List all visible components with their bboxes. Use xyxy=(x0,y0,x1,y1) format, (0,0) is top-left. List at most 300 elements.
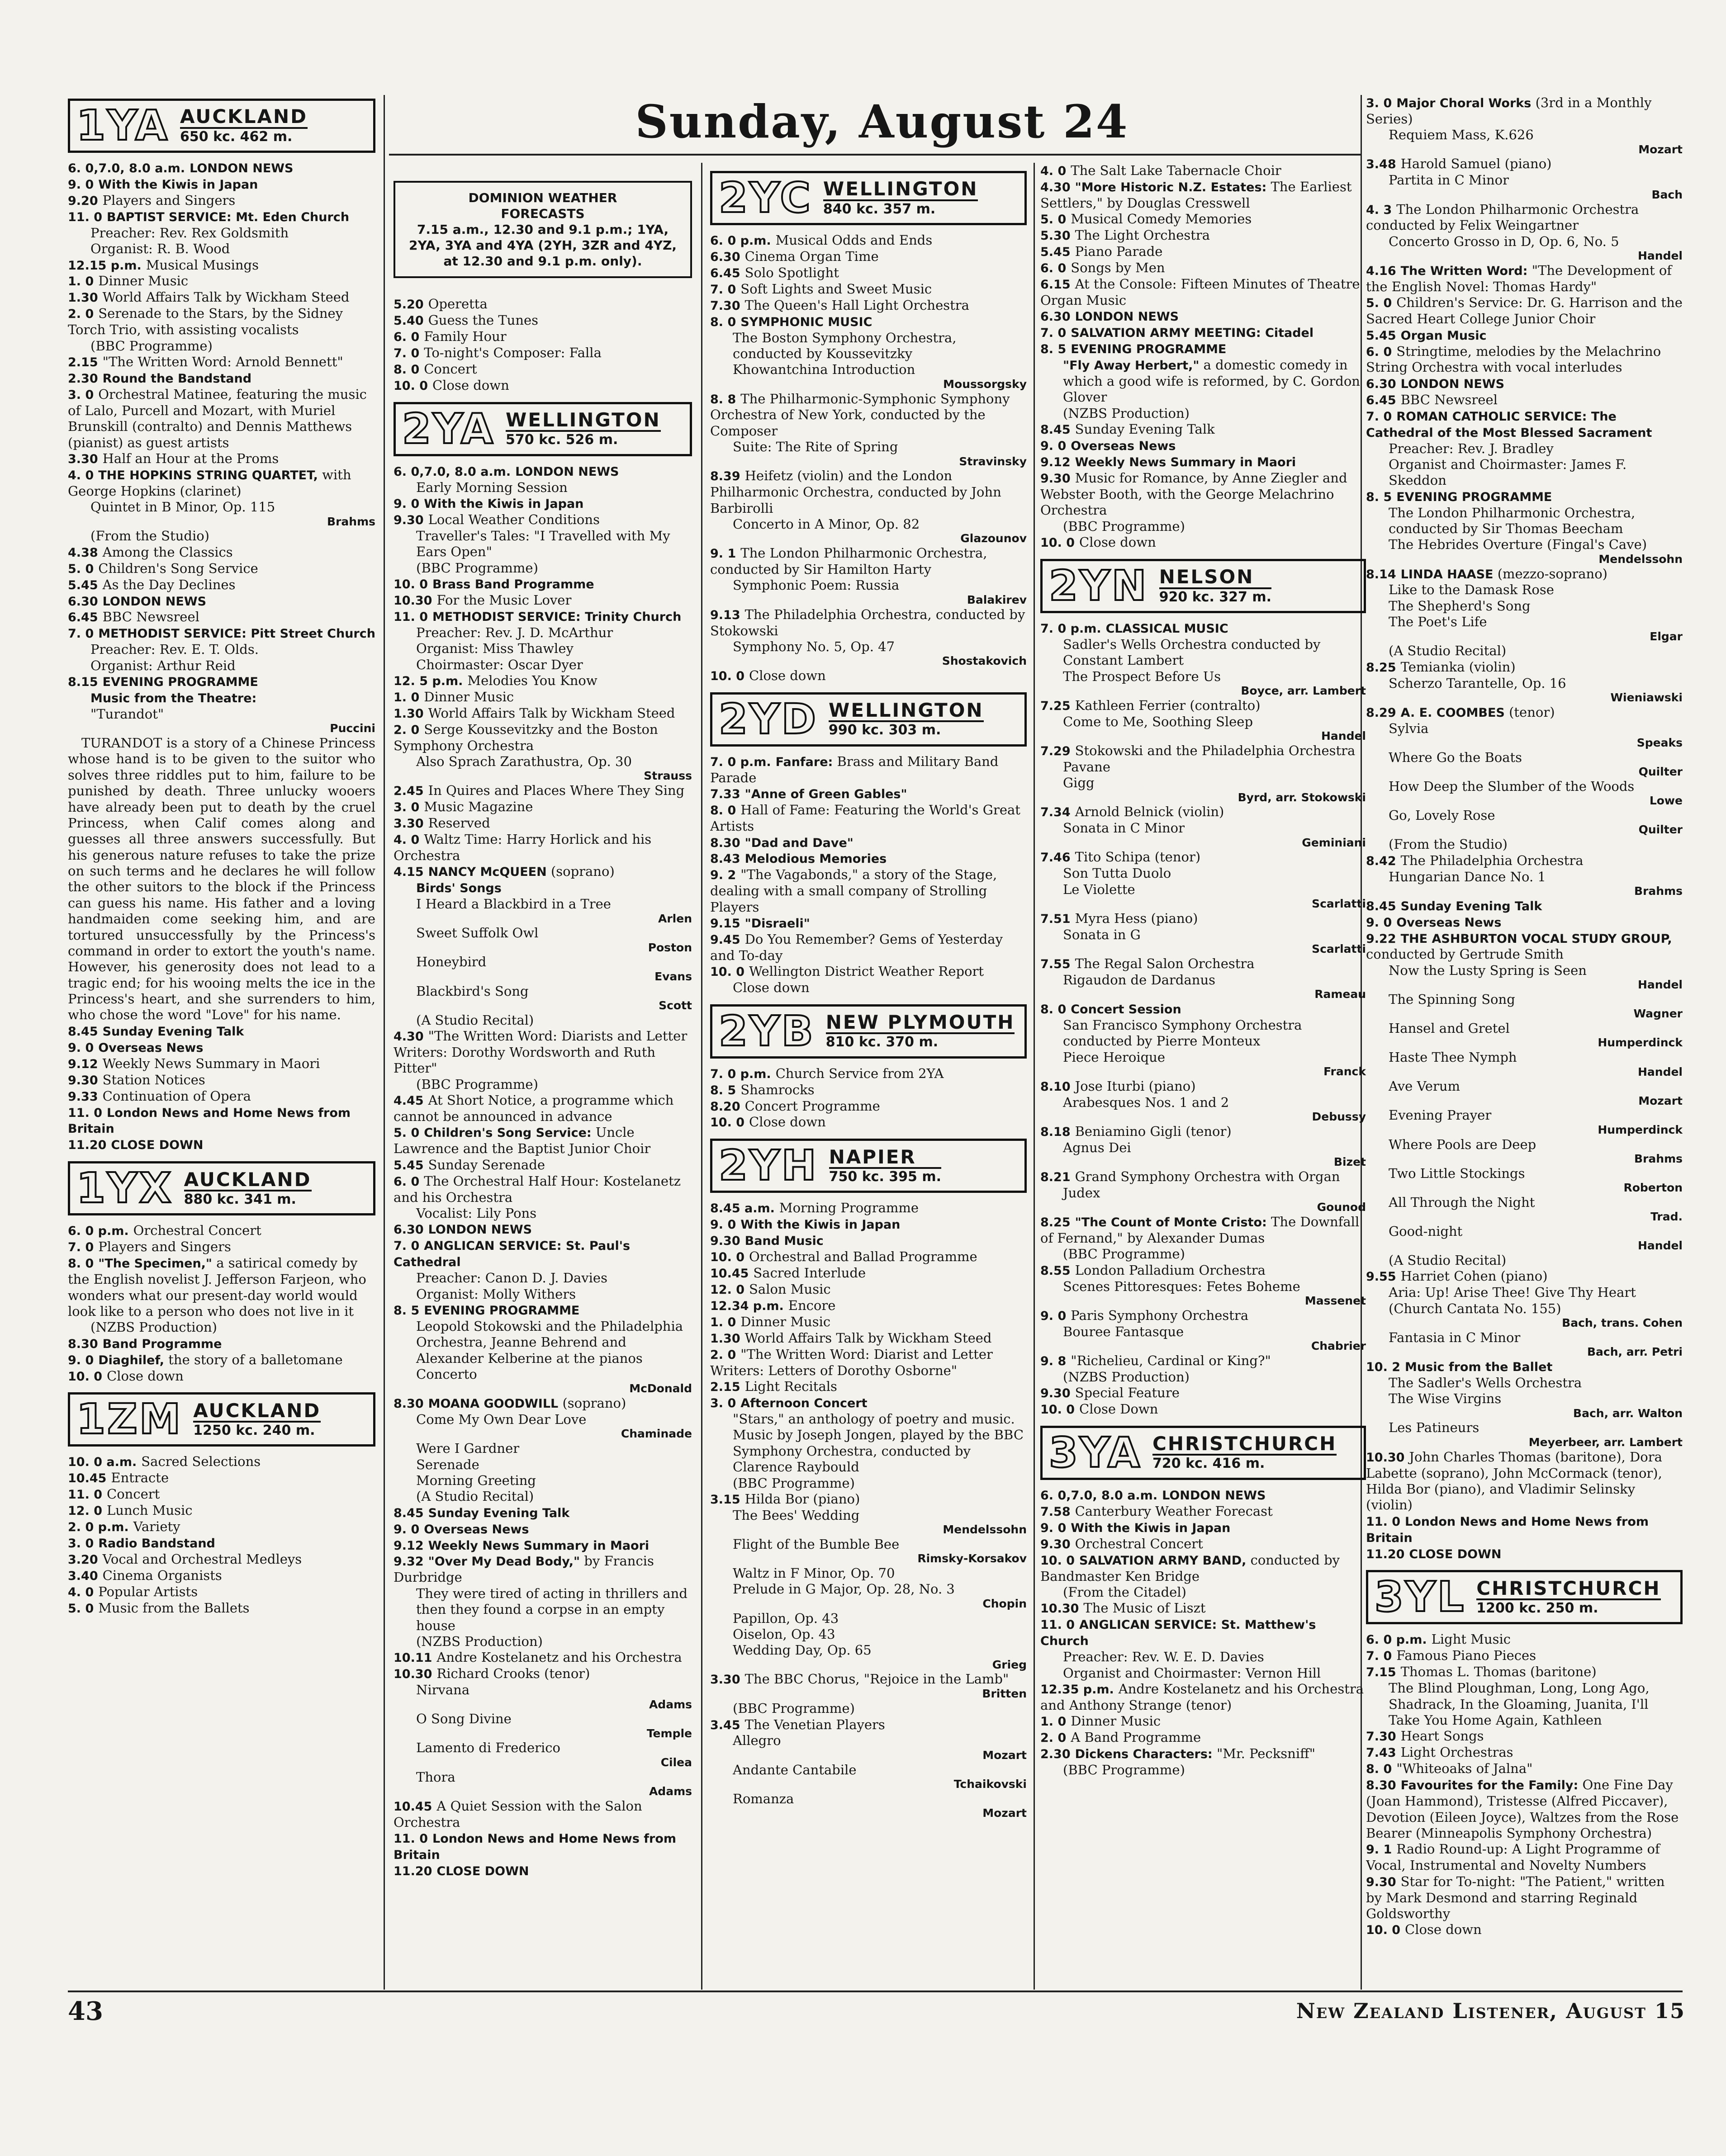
programme-text: Organist: Miss Thawley xyxy=(416,641,574,657)
composer-credit: Quilter xyxy=(1638,765,1683,779)
programme-text: a satirical comedy by the English novelist J. Jefferson Farjeon, who wonders what our present-day world would look like to a person who does not live in it xyxy=(68,1255,366,1319)
programme-entry xyxy=(394,1077,692,1092)
programme-entry xyxy=(710,1491,1027,1508)
programme-text: Heifetz (violin) and the London Philharmonic Orchestra, conducted by John Barbirolli xyxy=(710,468,1001,516)
programme-text: Good-night xyxy=(1389,1223,1463,1239)
programme-entry xyxy=(710,607,1027,639)
programme-entry xyxy=(1366,1728,1683,1745)
composer-credit: Moussorgsky xyxy=(943,377,1027,391)
programme-time: 8. 8 xyxy=(710,392,736,407)
programme-text: World Affairs Talk by Wickham Steed xyxy=(428,705,675,721)
programme-text: Light Music xyxy=(1431,1631,1511,1647)
programme-entry xyxy=(1040,1649,1366,1665)
composer-credit: Rimsky-Korsakov xyxy=(917,1552,1027,1565)
programme-time: 8.14 xyxy=(1366,567,1396,582)
programme-heading: Weekly News Summary in Maori xyxy=(428,1538,650,1553)
programme-entry xyxy=(394,641,692,657)
programme-text: Early Morning Session xyxy=(416,479,568,495)
programme-text: Like to the Damask Rose xyxy=(1389,582,1554,598)
programme-entry xyxy=(1366,1777,1683,1841)
programme-entry xyxy=(1366,598,1683,614)
programme-time: 7.29 xyxy=(1040,744,1071,758)
station-frequency: 840 kc. 357 m. xyxy=(823,201,936,217)
programme-text: Local Weather Conditions xyxy=(428,511,600,527)
programme-text: Light Recitals xyxy=(744,1379,837,1395)
programme-entry xyxy=(1366,344,1683,376)
programme-time: 10. 0 xyxy=(710,965,745,979)
programme-text: Weekly News Summary in Maori xyxy=(102,1055,320,1071)
programme-text: Gigg xyxy=(1063,775,1095,791)
composer-credit: Massenet xyxy=(1304,1294,1366,1307)
programme-heading: With the Kiwis in Japan xyxy=(98,177,258,192)
programme-entry xyxy=(1040,1246,1366,1262)
composer-credit: Byrd, arr. Stokowski xyxy=(1238,790,1366,804)
station-frequency: 570 kc. 526 m. xyxy=(506,432,618,448)
programme-entry xyxy=(710,980,1027,996)
programme-text: Go, Lovely Rose xyxy=(1389,808,1495,823)
programme-entry xyxy=(1040,1050,1366,1065)
programme-entry xyxy=(710,1762,1027,1778)
programme-text: Sadler's Wells Orchestra conducted by Constant Lambert xyxy=(1063,636,1321,668)
programme-entry xyxy=(1040,438,1366,454)
programme-text: "Whiteoaks of Jalna" xyxy=(1396,1761,1533,1777)
programme-text: (A Studio Recital) xyxy=(416,1012,534,1028)
programme-entry xyxy=(710,1330,1027,1347)
programme-entry xyxy=(394,1286,692,1302)
programme-time: 9. 0 xyxy=(1040,1309,1067,1323)
programme-entry xyxy=(1040,421,1366,438)
programme-entry xyxy=(710,1611,1027,1626)
station-city: WELLINGTON xyxy=(823,179,978,201)
programme-text: Stringtime, melodies by the Melachrino String Orchestra with vocal interludes xyxy=(1366,343,1661,375)
programme-heading: Weekly News Summary in Maori xyxy=(1075,455,1296,470)
programme-entry xyxy=(1040,325,1366,341)
programme-entry xyxy=(68,1023,375,1040)
programme-entry xyxy=(394,925,692,941)
programme-time: 7.30 xyxy=(710,298,740,313)
programme-entry xyxy=(1040,406,1366,421)
programme-entry xyxy=(394,1650,692,1666)
programme-entry xyxy=(394,1441,692,1456)
page-number: 43 xyxy=(68,1996,103,2026)
programme-time: 8.45 a.m. xyxy=(710,1201,775,1216)
weather-times: 7.15 a.m., 12.30 and 9.1 p.m.; 1YA, 2YA, 3YA and 4YA (2YH, 3ZR and 4YZ, at 12.30 and 9.1 p.m. only). xyxy=(408,222,677,269)
programme-entry xyxy=(394,1666,692,1682)
programme-entry xyxy=(1040,927,1366,943)
programme-entry xyxy=(1040,1308,1366,1324)
programme-entry xyxy=(394,592,692,609)
programme-text: Were I Gardner xyxy=(416,1441,520,1456)
programme-entry xyxy=(394,378,692,394)
programme-text: Morning Greeting xyxy=(416,1472,536,1488)
programme-time: 7.58 xyxy=(1040,1504,1071,1519)
listing-2ya xyxy=(394,463,692,1879)
programme-entry xyxy=(394,609,692,625)
programme-text: Sonata in C Minor xyxy=(1063,820,1185,836)
programme-entry xyxy=(1040,1600,1366,1617)
column-5 xyxy=(1366,95,1683,1990)
programme-text: The Spinning Song xyxy=(1389,991,1515,1007)
programme-entry xyxy=(68,1088,375,1105)
programme-entry xyxy=(1366,566,1683,582)
programme-text: Waltz in F Minor, Op. 70 xyxy=(733,1565,895,1581)
programme-entry xyxy=(394,1206,692,1221)
programme-entry xyxy=(710,1082,1027,1098)
programme-entry xyxy=(394,1863,692,1879)
programme-text: Harriet Cohen (piano) xyxy=(1400,1268,1548,1284)
programme-entry xyxy=(710,639,1027,655)
programme-entry xyxy=(68,1600,375,1617)
programme-entry xyxy=(1366,263,1683,295)
listing-3yl xyxy=(1366,1631,1683,1938)
programme-entry xyxy=(1366,1078,1683,1094)
programme-text: Uncle Lawrence and the Baptist Junior Choir xyxy=(394,1125,651,1157)
programme-entry xyxy=(710,786,1027,802)
station-city: WELLINGTON xyxy=(829,700,984,722)
programme-entry xyxy=(68,499,375,515)
programme-text: Close down xyxy=(733,980,810,996)
listing-continued xyxy=(394,296,692,394)
composer-credit: Quilter xyxy=(1638,823,1683,837)
programme-time: 10. 0 xyxy=(394,577,428,591)
programme-text: Shamrocks xyxy=(740,1082,815,1097)
programme-time: 8. 5 xyxy=(1040,342,1067,357)
programme-text: Choirmaster: Oscar Dyer xyxy=(416,657,583,672)
programme-heading: LONDON NEWS xyxy=(102,594,207,609)
programme-time: 9. 8 xyxy=(1040,1354,1067,1368)
station-banner-2ya xyxy=(394,402,692,456)
programme-text: Concerto in A Minor, Op. 82 xyxy=(733,516,920,532)
programme-time: 8.30 xyxy=(1366,1778,1396,1793)
programme-text: Evening Prayer xyxy=(1389,1107,1492,1123)
programme-text: (tenor) xyxy=(1509,704,1555,720)
programme-entry xyxy=(1040,227,1366,244)
programme-time: 8. 0 xyxy=(68,1257,94,1271)
composer-credit: Mozart xyxy=(982,1806,1027,1820)
programme-entry xyxy=(1366,1664,1683,1680)
programme-text: (BBC Programme) xyxy=(1063,1762,1185,1778)
programme-entry xyxy=(394,1395,692,1412)
programme-entry xyxy=(1040,911,1366,927)
programme-text: Players and Singers xyxy=(102,192,236,208)
programme-entry xyxy=(394,1412,692,1428)
programme-entry xyxy=(68,1072,375,1088)
programme-entry xyxy=(710,802,1027,834)
programme-entry xyxy=(710,1581,1027,1597)
programme-entry xyxy=(1366,1107,1683,1123)
programme-entry xyxy=(1366,295,1683,327)
station-banner-2yd xyxy=(710,692,1027,747)
programme-text: Sweet Suffolk Owl xyxy=(416,925,539,941)
programme-entry xyxy=(68,370,375,387)
programme-time: 6.15 xyxy=(1040,278,1071,292)
station-city: NEW PLYMOUTH xyxy=(826,1012,1015,1034)
programme-time: 5.45 xyxy=(1040,245,1071,260)
programme-time: 6. 0 p.m. xyxy=(710,234,771,248)
programme-text: Station Notices xyxy=(102,1072,205,1087)
programme-entry xyxy=(394,1505,692,1521)
programme-time: 6.30 xyxy=(1366,377,1396,391)
station-call-sign: 2YH xyxy=(719,1141,818,1190)
programme-entry xyxy=(1366,1224,1683,1239)
programme-text: Encore xyxy=(788,1298,836,1313)
programme-time: 3.45 xyxy=(710,1718,740,1732)
programme-entry xyxy=(68,1551,375,1568)
programme-text: Entracte xyxy=(111,1470,169,1486)
programme-text: Organist: R. B. Wood xyxy=(90,241,230,257)
programme-entry xyxy=(710,391,1027,440)
composer-credit: Rameau xyxy=(1314,988,1366,1001)
programme-time: 7. 0 xyxy=(710,282,736,297)
composer-credit: Handel xyxy=(1637,1065,1683,1078)
programme-time: 1.30 xyxy=(68,291,98,305)
programme-entry xyxy=(394,1830,692,1863)
programme-text: Leopold Stokowski and the Philadelphia Orchestra, Jeanne Behrend and Alexander Kelberine at the pianos xyxy=(416,1318,683,1366)
programme-text: The Philharmonic-Symphonic Symphony Orchestra of New York, conducted by the Composer xyxy=(710,391,1010,439)
composer-credit: Balakirev xyxy=(967,593,1027,606)
programme-text: (NZBS Production) xyxy=(1063,1369,1190,1385)
programme-text: Scherzo Tarantelle, Op. 16 xyxy=(1389,675,1566,691)
programme-text: Scenes Pittoresques: Fetes Boheme xyxy=(1063,1278,1300,1294)
programme-text: The Boston Symphony Orchestra, conducted by Koussevitzky xyxy=(733,330,957,361)
station-banner-2yb xyxy=(710,1004,1027,1059)
programme-entry xyxy=(68,387,375,451)
programme-time: 7. 0 xyxy=(1040,326,1067,340)
programme-text: Stokowski and the Philadelphia Orchestra xyxy=(1075,742,1356,758)
programme-time: 8.29 xyxy=(1366,705,1396,720)
programme-time: 3. 0 xyxy=(68,1537,94,1551)
programme-entry xyxy=(1040,341,1366,357)
programme-heading: "Anne of Green Gables" xyxy=(744,787,907,802)
programme-text: Concerto Grosso in D, Op. 6, No. 5 xyxy=(1389,233,1619,249)
programme-entry xyxy=(1366,234,1683,250)
programme-text: Temianka (violin) xyxy=(1400,659,1516,675)
programme-text: Myra Hess (piano) xyxy=(1075,910,1198,926)
programme-entry xyxy=(710,1379,1027,1395)
composer-credit: Cilea xyxy=(660,1755,692,1769)
programme-text: Andante Cantabile xyxy=(733,1762,857,1778)
programme-entry xyxy=(1366,1253,1683,1268)
programme-entry xyxy=(1366,505,1683,537)
programme-text: Musical Musings xyxy=(146,257,259,273)
programme-time: 4.30 xyxy=(394,1030,424,1044)
programme-heading: London News and Home News from Britain xyxy=(394,1831,677,1862)
programme-entry xyxy=(1040,1279,1366,1295)
programme-time: 1. 0 xyxy=(394,690,420,704)
programme-time: 7. 0 xyxy=(394,1239,420,1253)
programme-text: conducted by Gertrude Smith xyxy=(1366,946,1564,962)
programme-text: Preacher: Rev. J. D. McArthur xyxy=(416,624,613,640)
programme-time: 4.16 xyxy=(1366,264,1396,278)
programme-text: (NZBS Production) xyxy=(416,1633,543,1649)
programme-entry xyxy=(710,1281,1027,1298)
station-frequency: 990 kc. 303 m. xyxy=(829,722,941,738)
programme-text: Reserved xyxy=(428,815,490,831)
listing-1zm xyxy=(68,1454,375,1616)
column-1 xyxy=(68,90,375,1990)
programme-text: Children's Song Service xyxy=(98,560,258,576)
programme-text: Vocalist: Lily Pons xyxy=(416,1205,537,1221)
programme-entry xyxy=(394,1270,692,1286)
composer-credit: Mozart xyxy=(1638,142,1683,156)
programme-text: (3rd in a Monthly Series) xyxy=(1366,95,1652,127)
programme-text: Serenade to the Stars, by the Sidney Torch Trio, with assisting vocalists xyxy=(68,306,343,338)
programme-time: 7.25 xyxy=(1040,699,1071,713)
programme-text: For the Music Lover xyxy=(436,592,572,608)
programme-entry xyxy=(1040,1140,1366,1156)
programme-entry xyxy=(1366,808,1683,823)
programme-entry xyxy=(394,312,692,329)
programme-text: Now the Lusty Spring is Seen xyxy=(1389,962,1587,978)
programme-text: Preacher: Rev. J. Bradley xyxy=(1389,440,1554,456)
programme-entry xyxy=(710,330,1027,362)
programme-entry xyxy=(394,1489,692,1504)
programme-entry xyxy=(394,954,692,970)
programme-entry xyxy=(68,467,375,499)
programme-entry xyxy=(1366,721,1683,737)
programme-text: (From the Studio) xyxy=(1389,837,1508,852)
programme-time: 9.15 xyxy=(710,917,740,931)
programme-text: The London Philharmonic Orchestra, conducted by Sir Thomas Beecham xyxy=(1389,505,1636,536)
programme-entry xyxy=(1366,704,1683,721)
programme-time: 4. 0 xyxy=(394,832,420,847)
programme-text: Jose Iturbi (piano) xyxy=(1075,1078,1196,1094)
programme-heading: Band Music xyxy=(744,1234,824,1248)
programme-heading: THE ASHBURTON VOCAL STUDY GROUP, xyxy=(1400,931,1672,946)
programme-text: Cinema Organists xyxy=(102,1568,222,1583)
programme-entry xyxy=(1040,1536,1366,1552)
programme-time: 9.12 xyxy=(68,1057,98,1071)
programme-text: Andre Kostelanetz and his Orchestra xyxy=(436,1650,682,1665)
programme-entry xyxy=(1040,470,1366,519)
programme-entry xyxy=(394,1473,692,1489)
composer-credit: Speaks xyxy=(1636,736,1683,750)
programme-time: 9. 0 xyxy=(1040,1521,1067,1535)
programme-entry xyxy=(394,463,692,480)
programme-text: Wellington District Weather Report xyxy=(749,964,984,979)
programme-entry xyxy=(1366,1021,1683,1036)
programme-text: Symphonic Poem: Russia xyxy=(733,577,900,593)
programme-time: 2.15 xyxy=(68,355,98,369)
programme-time: 7.55 xyxy=(1040,957,1071,971)
programme-time: 9.12 xyxy=(394,1538,424,1553)
programme-heading: "More Historic N.Z. Estates: xyxy=(1075,180,1267,194)
programme-entry xyxy=(1040,1762,1366,1778)
programme-entry xyxy=(710,1411,1027,1475)
programme-text: Continuation of Opera xyxy=(102,1088,251,1104)
programme-entry xyxy=(1366,1761,1683,1777)
programme-entry xyxy=(1040,714,1366,730)
programme-text: (From the Studio) xyxy=(90,528,209,544)
programme-time: 10. 0 xyxy=(394,378,428,393)
programme-text: Thomas L. Thomas (baritone) xyxy=(1400,1664,1597,1680)
station-city: WELLINGTON xyxy=(506,410,661,432)
programme-heading: Diaghilef, xyxy=(98,1353,165,1367)
programme-text: One Fine Day (Joan Hammond), Tristesse (Alfred Piccaver), Devotion (Eileen Joyce), Waltzes from the Rose Bearer (Minneapolis Symphony Orchestra) xyxy=(1366,1777,1679,1841)
programme-entry xyxy=(394,1553,692,1585)
programme-text: Salon Music xyxy=(749,1281,831,1297)
composer-credit: Poston xyxy=(648,941,692,954)
programme-entry xyxy=(68,706,375,722)
programme-entry xyxy=(68,209,375,225)
programme-entry xyxy=(710,1114,1027,1130)
programme-text: Piano Parade xyxy=(1075,244,1163,260)
programme-text: Dinner Music xyxy=(740,1314,831,1329)
composer-credit: Boyce, arr. Lambert xyxy=(1241,684,1366,698)
programme-time: 12.35 p.m. xyxy=(1040,1682,1114,1697)
programme-entry xyxy=(1366,914,1683,931)
programme-entry xyxy=(394,1125,692,1157)
programme-text: (mezzo-soprano) xyxy=(1497,566,1607,582)
programme-time: 8.20 xyxy=(710,1099,740,1114)
programme-entry xyxy=(68,176,375,193)
programme-entry xyxy=(68,658,375,674)
programme-text: Aria: Up! Arise Thee! Give Thy Heart (Church Cantata No. 155) xyxy=(1389,1285,1636,1316)
programme-text: Nirvana xyxy=(416,1682,470,1698)
programme-entry xyxy=(394,754,692,770)
programme-entry xyxy=(710,1626,1027,1642)
programme-text: (A Studio Recital) xyxy=(1389,643,1507,659)
programme-entry xyxy=(68,354,375,370)
programme-entry xyxy=(1040,260,1366,276)
programme-text: The Prospect Before Us xyxy=(1063,668,1221,684)
programme-heading: Birds' Songs xyxy=(416,881,502,896)
programme-time: 5.20 xyxy=(394,298,424,312)
programme-heading: LONDON NEWS xyxy=(1400,377,1505,391)
programme-text: Close down xyxy=(107,1368,184,1384)
programme-time: 10. 0 xyxy=(710,1250,745,1265)
programme-entry xyxy=(394,1221,692,1238)
programme-heading: SALVATION ARMY BAND, xyxy=(1079,1553,1247,1568)
column-4 xyxy=(1040,163,1366,1990)
programme-entry xyxy=(68,273,375,289)
programme-time: 6.30 xyxy=(710,250,740,264)
programme-heading: LINDA HAASE xyxy=(1400,567,1494,582)
programme-entry xyxy=(68,241,375,257)
programme-time: 9. 2 xyxy=(710,868,736,883)
programme-heading: Radio Bandstand xyxy=(98,1537,215,1551)
programme-text: Suite: The Rite of Spring xyxy=(733,439,898,455)
programme-entry xyxy=(1366,779,1683,794)
programme-time: 11. 0 xyxy=(394,1831,428,1846)
station-frequency: 750 kc. 395 m. xyxy=(829,1168,942,1185)
programme-text: Andre Kostelanetz and his Orchestra and Anthony Strange (tenor) xyxy=(1040,1681,1364,1713)
programme-entry xyxy=(710,314,1027,330)
programme-heading: "Disraeli" xyxy=(744,917,810,931)
programme-time: 3.48 xyxy=(1366,157,1396,172)
programme-text: Lunch Music xyxy=(107,1503,193,1518)
programme-text: Music for Romance, by Anne Ziegler and Webster Booth, with the George Melachrino Orchestra xyxy=(1040,470,1347,518)
programme-text: The Salt Lake Tabernacle Choir xyxy=(1071,163,1281,178)
programme-time: 3.30 xyxy=(394,817,424,831)
programme-time: 3.40 xyxy=(68,1569,98,1583)
station-city: NAPIER xyxy=(829,1147,941,1169)
programme-entry xyxy=(1366,1922,1683,1938)
programme-entry xyxy=(1366,1359,1683,1375)
composer-credit: Strauss xyxy=(644,769,692,783)
programme-time: 11.20 xyxy=(68,1138,107,1153)
programme-time: 10.30 xyxy=(394,593,432,608)
programme-entry xyxy=(1366,172,1683,188)
composer-credit: Stravinsky xyxy=(959,454,1027,468)
programme-entry xyxy=(710,835,1027,851)
programme-text: Church Service from 2YA xyxy=(775,1065,944,1081)
programme-heading: MOANA GOODWILL xyxy=(428,1397,559,1411)
programme-time: 11. 0 xyxy=(68,210,103,224)
programme-entry xyxy=(1366,1546,1683,1562)
programme-entry xyxy=(1040,759,1366,775)
programme-heading: CLOSE DOWN xyxy=(436,1864,529,1878)
